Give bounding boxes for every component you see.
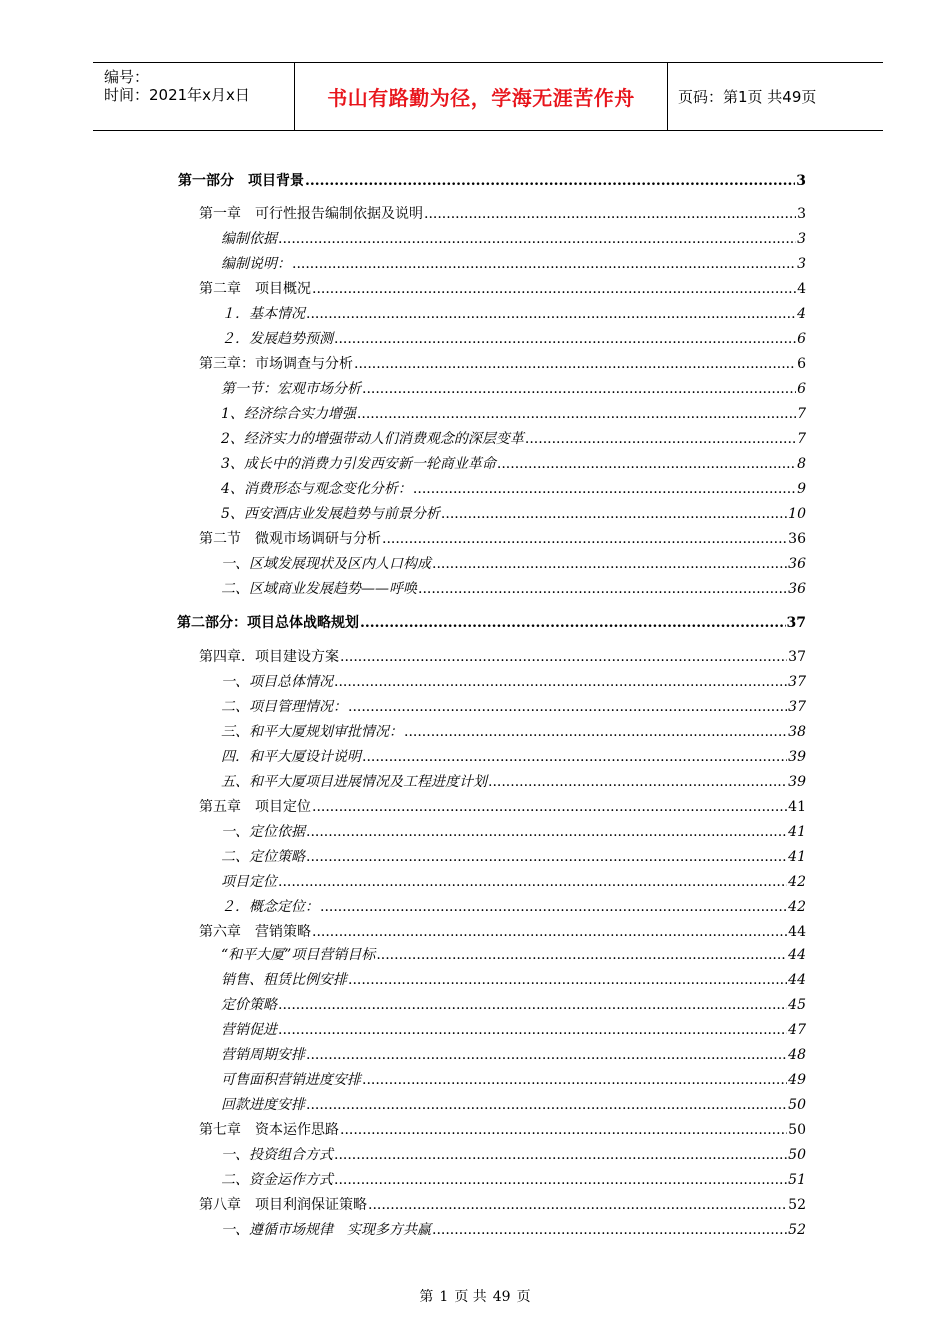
footer-suffix: 页	[516, 1289, 531, 1305]
toc-entry-title: 编制依据	[221, 231, 277, 247]
toc-entry-title: 第八章 项目利润保证策略	[199, 1197, 367, 1213]
toc-entry-page: 50	[788, 1097, 806, 1113]
toc-dot-leader	[340, 646, 787, 668]
toc-entry[interactable]	[199, 528, 806, 550]
toc-entry[interactable]	[199, 921, 806, 943]
toc-entry-title: 第四章．项目建设方案	[199, 649, 339, 665]
header-meta-cell	[93, 63, 295, 130]
toc-entry-title: 一、投资组合方式	[221, 1147, 333, 1163]
toc-dot-leader	[278, 994, 787, 1016]
header-page-cell	[668, 63, 883, 130]
toc-entry-page: 39	[788, 774, 806, 790]
toc-entry[interactable]	[221, 994, 806, 1016]
footer-prefix: 第	[419, 1289, 434, 1305]
toc-entry-page: 8	[797, 456, 806, 472]
toc-entry[interactable]	[221, 253, 806, 275]
toc-entry-title: 第一节：宏观市场分析	[221, 381, 361, 397]
toc-entry[interactable]	[221, 453, 806, 475]
toc-entry-page: 4	[797, 281, 806, 297]
header-motto-cell	[295, 63, 668, 130]
toc-entry-page: 7	[797, 406, 806, 422]
toc-dot-leader	[357, 403, 796, 425]
toc-entry-page: 41	[788, 799, 806, 815]
toc-entry-title: 第二部分：项目总体战略规划	[177, 615, 359, 631]
toc-entry[interactable]	[221, 503, 806, 525]
toc-entry-page: 52	[788, 1222, 806, 1238]
toc-entry[interactable]	[199, 353, 806, 375]
toc-entry-page: 45	[788, 997, 806, 1013]
toc-entry-title: 1、经济综合实力增强	[221, 406, 356, 422]
toc-entry-title: 营销周期安排	[221, 1047, 305, 1063]
toc-dot-leader	[418, 578, 787, 600]
toc-dot-leader	[312, 278, 796, 300]
toc-entry-title: 第七章 资本运作思路	[199, 1122, 339, 1138]
toc-entry[interactable]	[221, 896, 806, 918]
toc-entry-title: 二、项目管理情况：	[221, 699, 347, 715]
toc-entry-title: 第三章：市场调查与分析	[199, 356, 353, 372]
toc-entry-page: 51	[788, 1172, 806, 1188]
toc-entry-page: 44	[788, 947, 806, 963]
toc-entry-page: 37	[788, 699, 806, 715]
toc-entry-title: 四．和平大厦设计说明	[221, 749, 361, 765]
toc-dot-leader	[292, 253, 796, 275]
toc-dot-leader	[306, 821, 787, 843]
footer-middle: 页 共	[454, 1289, 487, 1305]
toc-entry-page: 3	[797, 231, 806, 247]
toc-entry[interactable]	[177, 612, 806, 634]
toc-entry-page: 47	[788, 1022, 806, 1038]
toc-entry-title: 五、和平大厦项目进展情况及工程进度计划	[221, 774, 487, 790]
toc-entry-page: 44	[788, 924, 806, 940]
toc-entry-page: 10	[788, 506, 806, 522]
toc-entry-page: 36	[788, 531, 806, 547]
toc-dot-leader	[334, 328, 796, 350]
toc-entry-title: 第六章 营销策略	[199, 924, 311, 940]
toc-entry-page: 41	[788, 824, 806, 840]
toc-dot-leader	[334, 1144, 787, 1166]
toc-entry-page: 37	[788, 649, 806, 665]
toc-entry-page: 49	[788, 1072, 806, 1088]
toc-dot-leader	[432, 1219, 787, 1241]
toc-entry-title: 第二节 微观市场调研与分析	[199, 531, 381, 547]
toc-entry-page: 42	[788, 874, 806, 890]
toc-entry-page: 6	[797, 331, 806, 347]
toc-entry-page: 37	[788, 674, 806, 690]
toc-entry-title: ２．概念定位：	[221, 899, 319, 915]
toc-entry[interactable]	[221, 746, 806, 768]
toc-dot-leader	[334, 1169, 787, 1191]
toc-dot-leader	[362, 1069, 787, 1091]
toc-entry-title: 编制说明：	[221, 256, 291, 272]
toc-entry-title: 第二章 项目概况	[199, 281, 311, 297]
toc-dot-leader	[432, 553, 787, 575]
toc-entry-title: 3、成长中的消费力引发西安新一轮商业革命	[221, 456, 496, 472]
toc-entry[interactable]	[221, 846, 806, 868]
toc-dot-leader	[334, 671, 787, 693]
toc-entry[interactable]	[178, 170, 806, 192]
motto: 书山有路勤为径，学海无涯苦作舟	[327, 86, 635, 110]
toc-entry[interactable]	[199, 796, 806, 818]
toc-dot-leader	[413, 478, 796, 500]
toc-entry[interactable]	[221, 771, 806, 793]
toc-entry-title: ２．发展趋势预测	[221, 331, 333, 347]
toc-entry[interactable]	[221, 696, 806, 718]
toc-entry-title: 5、西安酒店业发展趋势与前景分析	[221, 506, 440, 522]
toc-entry-page: 4	[797, 306, 806, 322]
toc-entry[interactable]	[221, 1044, 806, 1066]
toc-entry[interactable]	[221, 553, 806, 575]
toc-entry-page: 48	[788, 1047, 806, 1063]
toc-dot-leader	[404, 721, 787, 743]
toc-dot-leader	[306, 1094, 787, 1116]
toc-entry-page: 6	[797, 356, 806, 372]
page-header	[93, 62, 883, 131]
toc-entry-title: 2、经济实力的增强带动人们消费观念的深层变革	[221, 431, 524, 447]
toc-entry-title: 二、区域商业发展趋势——呼唤	[221, 581, 417, 597]
toc-dot-leader	[340, 1119, 787, 1141]
toc-entry-title: 营销促进	[221, 1022, 277, 1038]
toc-dot-leader	[488, 771, 787, 793]
toc-dot-leader	[360, 612, 786, 634]
toc-entry-page: 52	[788, 1197, 806, 1213]
toc-entry[interactable]	[221, 403, 806, 425]
toc-entry-title: 一、区域发展现状及区内人口构成	[221, 556, 431, 572]
toc-entry[interactable]	[221, 871, 806, 893]
toc-entry[interactable]	[221, 1069, 806, 1091]
toc-dot-leader	[362, 746, 787, 768]
toc-entry-title: 一、遵循市场规律 实现多方共赢	[221, 1222, 431, 1238]
toc-entry-title: 项目定位	[221, 874, 277, 890]
toc-entry[interactable]	[221, 1219, 806, 1241]
toc-entry-title: 一、项目总体情况	[221, 674, 333, 690]
toc-dot-leader	[306, 303, 796, 325]
toc-entry[interactable]	[221, 1094, 806, 1116]
toc-entry[interactable]	[221, 821, 806, 843]
toc-entry-title: 第一章 可行性报告编制依据及说明	[199, 206, 423, 222]
toc-dot-leader	[305, 170, 795, 192]
toc-dot-leader	[348, 969, 787, 991]
toc-entry[interactable]	[199, 1194, 806, 1216]
toc-dot-leader	[525, 428, 796, 450]
toc-entry[interactable]	[221, 378, 806, 400]
toc-entry-page: 9	[797, 481, 806, 497]
toc-dot-leader	[354, 353, 796, 375]
toc-entry-title: “和平大厦”项目营销目标	[221, 947, 376, 963]
toc-entry-title: 回款进度安排	[221, 1097, 305, 1113]
toc-entry[interactable]	[221, 721, 806, 743]
toc-dot-leader	[348, 696, 787, 718]
toc-entry-title: 二、定位策略	[221, 849, 305, 865]
toc-entry[interactable]	[221, 478, 806, 500]
toc-entry-title: 二、资金运作方式	[221, 1172, 333, 1188]
toc-entry[interactable]	[221, 1144, 806, 1166]
toc-entry-title: 三、和平大厦规划审批情况：	[221, 724, 403, 740]
toc-dot-leader	[278, 871, 787, 893]
toc-dot-leader	[306, 846, 787, 868]
page-info: 页码：第1页 共49页	[678, 88, 817, 106]
toc-entry[interactable]	[221, 944, 806, 966]
toc-entry-page: 3	[797, 256, 806, 272]
toc-entry[interactable]	[221, 428, 806, 450]
toc-dot-leader	[312, 796, 787, 818]
toc-entry-page: 7	[797, 431, 806, 447]
toc-entry-page: 3	[796, 173, 806, 189]
number-label: 编号：	[104, 68, 150, 86]
toc-entry[interactable]	[221, 303, 806, 325]
footer-total-pages: 49	[492, 1289, 511, 1305]
toc-entry-page: 36	[788, 581, 806, 597]
toc-dot-leader	[312, 921, 787, 943]
toc-entry-page: 50	[788, 1147, 806, 1163]
toc-entry[interactable]	[221, 969, 806, 991]
toc-entry[interactable]	[221, 328, 806, 350]
toc-entry-page: 6	[797, 381, 806, 397]
toc-entry-title: 销售、租赁比例安排	[221, 972, 347, 988]
toc-entry-title: １．基本情况	[221, 306, 305, 322]
toc-dot-leader	[376, 944, 787, 966]
toc-entry-title: 第五章 项目定位	[199, 799, 311, 815]
toc-dot-leader	[441, 503, 787, 525]
toc-entry[interactable]	[221, 671, 806, 693]
page-footer	[0, 1286, 950, 1306]
toc-dot-leader	[278, 1019, 787, 1041]
toc-entry-title: 4、消费形态与观念变化分析：	[221, 481, 412, 497]
toc-dot-leader	[424, 203, 796, 225]
toc-entry-title: 可售面积营销进度安排	[221, 1072, 361, 1088]
toc-entry-page: 3	[797, 206, 806, 222]
toc-entry-page: 44	[788, 972, 806, 988]
toc-entry-title: 定价策略	[221, 997, 277, 1013]
toc-entry-page: 37	[786, 615, 806, 631]
toc-entry-title: 第一部分 项目背景	[178, 173, 304, 189]
toc-entry-page: 50	[788, 1122, 806, 1138]
toc-entry-page: 36	[788, 556, 806, 572]
toc-entry-page: 38	[788, 724, 806, 740]
toc-entry[interactable]	[199, 1119, 806, 1141]
toc-entry[interactable]	[199, 646, 806, 668]
footer-page-number: 1	[439, 1289, 449, 1305]
toc-entry-page: 42	[788, 899, 806, 915]
toc-dot-leader	[278, 228, 796, 250]
toc-entry[interactable]	[221, 1169, 806, 1191]
toc-dot-leader	[382, 528, 787, 550]
time-label: 时间：2021年x月x日	[104, 86, 250, 104]
toc-entry-title: 一、定位依据	[221, 824, 305, 840]
toc-entry-page: 39	[788, 749, 806, 765]
toc-entry[interactable]	[221, 578, 806, 600]
toc-entry[interactable]	[199, 278, 806, 300]
toc-dot-leader	[497, 453, 796, 475]
toc-entry-page: 41	[788, 849, 806, 865]
toc-dot-leader	[306, 1044, 787, 1066]
toc-dot-leader	[368, 1194, 787, 1216]
toc-entry[interactable]	[221, 1019, 806, 1041]
toc-entry[interactable]	[221, 228, 806, 250]
toc-dot-leader	[320, 896, 787, 918]
toc-dot-leader	[362, 378, 796, 400]
toc-entry[interactable]	[199, 203, 806, 225]
